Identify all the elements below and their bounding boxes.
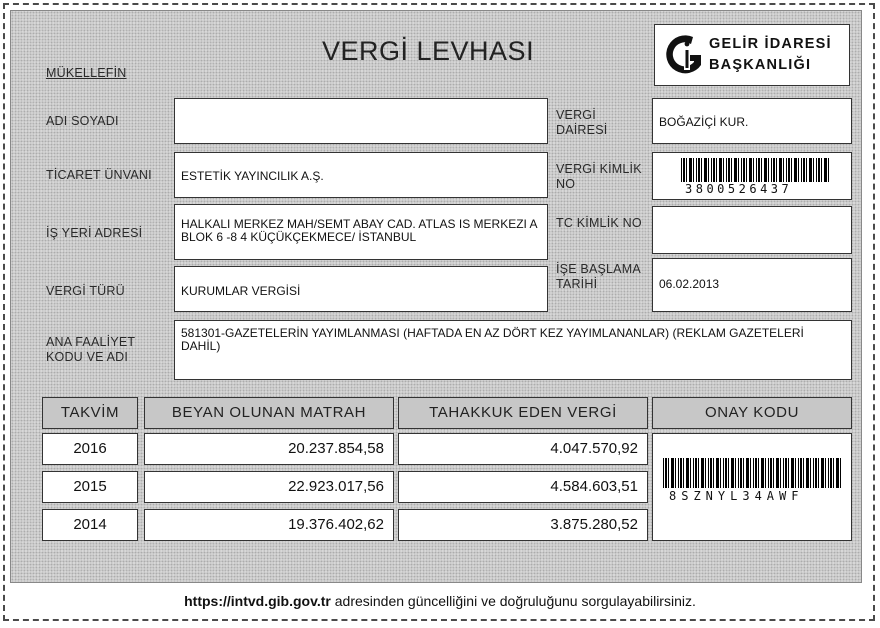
row-2016-vergi: 4.047.570,92: [398, 433, 648, 465]
footer-text: adresinden güncelliğini ve doğruluğunu sorgulayabilirsiniz.: [330, 593, 696, 609]
row-2014-year: 2014: [42, 509, 138, 541]
row-2015-matrah: 22.923.017,56: [144, 471, 394, 503]
logo-line-1: GELİR İDARESİ: [709, 36, 832, 52]
field-vergi-turu: [174, 266, 548, 312]
label-vergi-turu: VERGİ TÜRÜ: [46, 284, 125, 298]
value-vergi-turu: KURUMLAR VERGİSİ: [181, 284, 301, 298]
value-ise-baslama: 06.02.2013: [659, 277, 720, 291]
label-ticaret-unvani: TİCARET ÜNVANI: [46, 168, 152, 182]
onay-barcode: [663, 458, 843, 488]
gib-emblem-icon: [663, 31, 707, 79]
field-ticaret-unvani: [174, 152, 548, 198]
label-vergi-dairesi: VERGİ DAİRESİ: [556, 108, 608, 137]
footer-note: [0, 593, 880, 609]
document-title: VERGİ LEVHASI: [322, 36, 535, 66]
row-2014-matrah: 19.376.402,62: [144, 509, 394, 541]
value-vergi-kimlik-no: 3800526437: [685, 182, 793, 196]
label-is-yeri-adresi: İŞ YERİ ADRESİ: [46, 226, 143, 240]
label-ana-faaliyet: ANA FAALİYET KODU VE ADI: [46, 335, 136, 364]
value-ticaret-unvani: ESTETİK YAYINCILIK A.Ş.: [181, 169, 324, 183]
field-vergi-dairesi: [652, 98, 852, 144]
vkn-barcode: [681, 158, 829, 182]
label-tc-kimlik-no: TC KİMLİK NO: [556, 216, 642, 230]
label-ise-baslama: İŞE BAŞLAMA TARİHİ: [556, 262, 641, 291]
row-2016-year: 2016: [42, 433, 138, 465]
logo-line-2: BAŞKANLIĞI: [709, 57, 812, 73]
label-adi-soyadi: ADI SOYADI: [46, 114, 119, 128]
value-vergi-dairesi: BOĞAZİÇİ KUR.: [659, 115, 749, 129]
row-2015-vergi: 4.584.603,51: [398, 471, 648, 503]
section-label: MÜKELLEFİN: [46, 66, 127, 80]
field-vergi-kimlik-no: [652, 152, 852, 200]
gib-logo: [654, 24, 850, 86]
onay-kodu-cell: [652, 433, 852, 541]
field-ana-faaliyet: [174, 320, 852, 380]
row-2015-year: 2015: [42, 471, 138, 503]
header-takvim: TAKVİM: [42, 397, 138, 429]
footer-link[interactable]: https://intvd.gib.gov.tr: [184, 593, 331, 609]
value-is-yeri-adresi: HALKALI MERKEZ MAH/SEMT ABAY CAD. ATLAS IS MERKEZI A BLOK 6 -8 4 KÜÇÜKÇEKMECE/ İSTANBUL: [181, 217, 537, 244]
header-onay-kodu: ONAY KODU: [652, 397, 852, 429]
row-2014-vergi: 3.875.280,52: [398, 509, 648, 541]
field-is-yeri-adresi: [174, 204, 548, 260]
row-2016-matrah: 20.237.854,58: [144, 433, 394, 465]
field-tc-kimlik-no: [652, 206, 852, 254]
field-ise-baslama: [652, 258, 852, 312]
header-tahakkuk: TAHAKKUK EDEN VERGİ: [398, 397, 648, 429]
label-vergi-kimlik-no: VERGİ KİMLİK NO: [556, 162, 642, 191]
value-ana-faaliyet: 581301-GAZETELERİN YAYIMLANMASI (HAFTADA EN AZ DÖRT KEZ YAYIMLANANLAR) (REKLAM GAZETELERİ DAHİL): [181, 326, 804, 353]
onay-kodu-value: 8SZNYL34AWF: [669, 489, 804, 503]
field-adi-soyadi: [174, 98, 548, 144]
header-matrah: BEYAN OLUNAN MATRAH: [144, 397, 394, 429]
